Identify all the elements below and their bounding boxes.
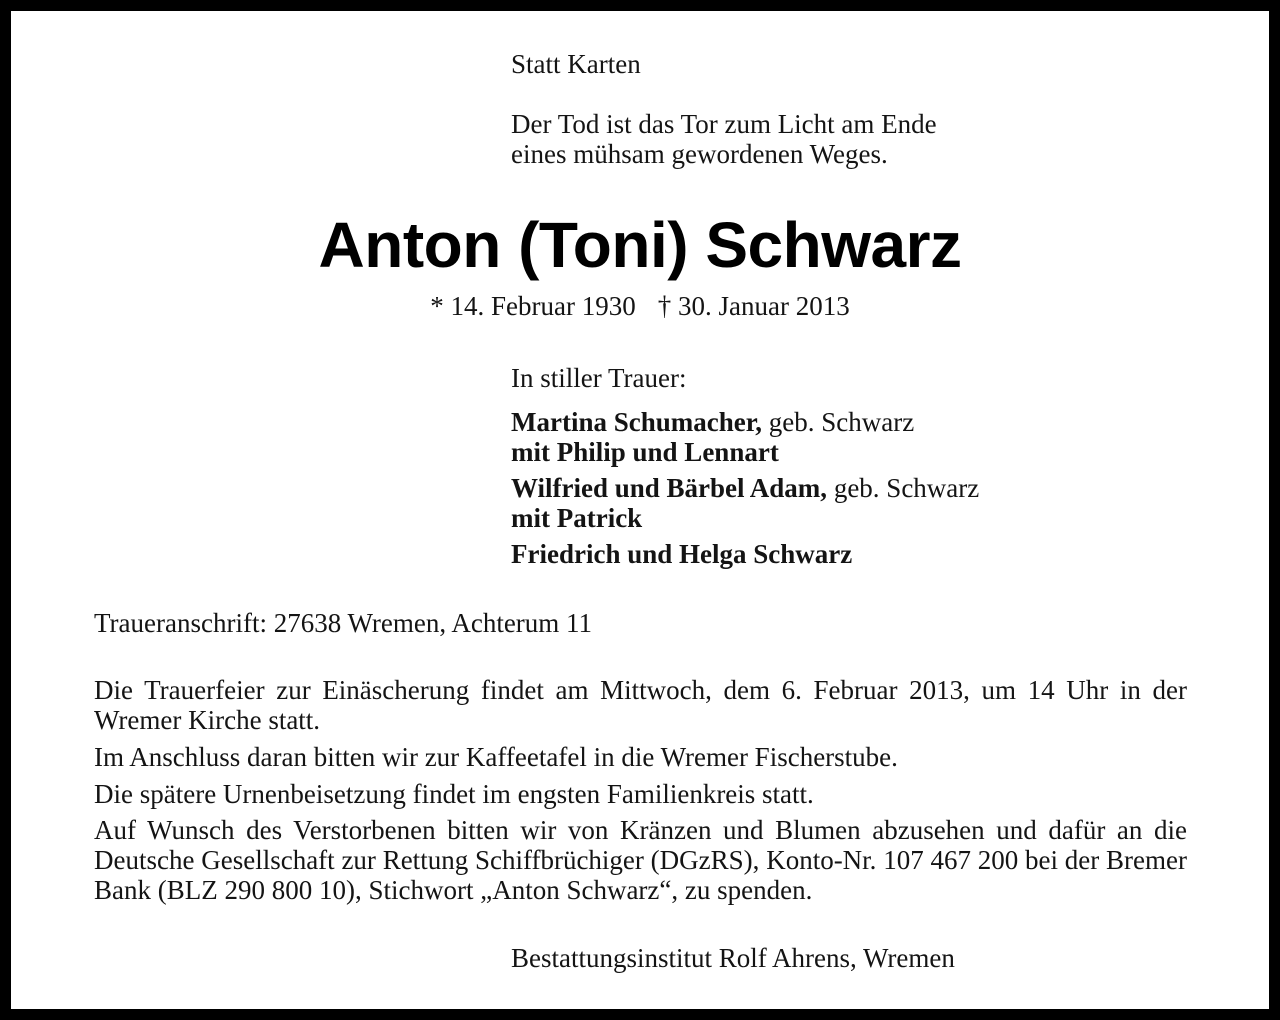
ceremony-text: Die Trauerfeier zur Einäscherung findet am Mittwoch, dem 6. Februar 2013, um 14 Uhr in der Wremer Kirche statt. <box>94 675 1187 735</box>
quote-line-2: eines mühsam gewordenen Weges. <box>511 139 888 169</box>
quote-block <box>511 109 937 169</box>
mourner-2-note: geb. Schwarz <box>827 473 980 503</box>
mourner-2-sub: mit Patrick <box>511 503 643 533</box>
deceased-name: Anton (Toni) Schwarz <box>318 209 962 281</box>
mourner-1-sub: mit Philip und Lennart <box>511 437 779 467</box>
life-dates <box>11 291 1269 321</box>
reception-text: Im Anschluss daran bitten wir zur Kaffeetafel in die Wremer Fischerstube. <box>94 742 898 772</box>
donation-text: Auf Wunsch des Verstorbenen bitten wir von Kränzen und Blumen abzusehen und dafür an die Deutsche Gesellschaft zur Rettung Schiffbrüchiger (DGzRS), Konto-Nr. 107 467 200 bei der Bremer Bank (BLZ 290 800 10), Stichwort „Anton Schwarz“, zu spenden. <box>94 815 1187 905</box>
mourner-2-name: Wilfried und Bärbel Adam, <box>511 473 828 503</box>
funeral-home: Bestattungsinstitut Rolf Ahrens, Wremen <box>511 943 955 973</box>
birth-date: * 14. Februar 1930 <box>430 291 636 321</box>
donation-info <box>94 815 1187 905</box>
death-date: † 30. Januar 2013 <box>657 291 850 321</box>
mourner-1 <box>511 407 914 467</box>
burial-text: Die spätere Urnenbeisetzung findet im engsten Familienkreis statt. <box>94 779 814 809</box>
mourner-3 <box>511 539 852 569</box>
mourning-address: Traueranschrift: 27638 Wremen, Achterum 11 <box>94 608 593 638</box>
quote-line-1: Der Tod ist das Tor zum Licht am Ende <box>511 109 937 139</box>
ceremony-info <box>94 675 1187 735</box>
mourner-3-name: Friedrich und Helga Schwarz <box>511 539 853 569</box>
mourner-1-name: Martina Schumacher, <box>511 407 762 437</box>
mourner-1-note: geb. Schwarz <box>762 407 915 437</box>
mourning-intro: In stiller Trauer: <box>511 363 687 393</box>
mourner-2 <box>511 473 979 533</box>
header-text: Statt Karten <box>511 49 641 79</box>
